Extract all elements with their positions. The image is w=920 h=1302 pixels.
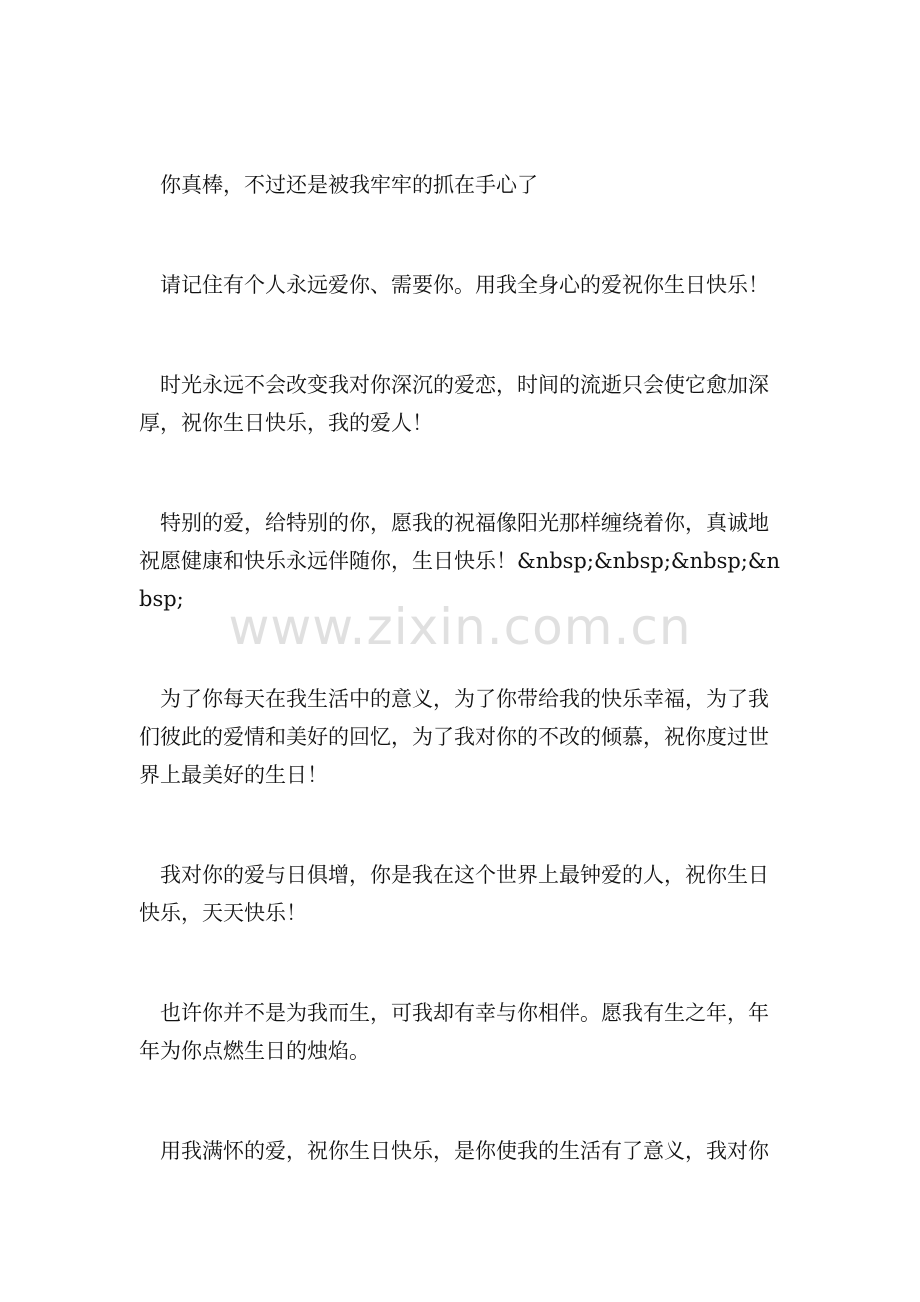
paragraph-3: 时光永远不会改变我对你深沉的爱恋，时间的流逝只会使它愈加深厚，祝你生日快乐，我的爱人！ [139,373,769,435]
paragraph-2: 请记住有个人永远爱你、需要你。用我全身心的爱祝你生日快乐！ [160,273,769,297]
paragraph-7: 也许你并不是为我而生，可我却有幸与你相伴。愿我有生之年，年年为你点燃生日的烛焰。 [139,1001,769,1063]
document-body [139,166,783,1232]
paragraph-4: 特别的爱，给特别的你，愿我的祝福像阳光那样缠绕着你，真诚地祝愿健康和快乐永远伴随你，生日快乐！&nbsp;&nbsp;&nbsp;&nbsp; [139,511,781,611]
paragraph-5: 为了你每天在我生活中的意义，为了你带给我的快乐幸福，为了我们彼此的爱情和美好的回忆，为了我对你的不改的倾慕，祝你度过世界上最美好的生日！ [139,687,769,787]
paragraph-6: 我对你的爱与日俱增，你是我在这个世界上最钟爱的人，祝你生日快乐，天天快乐！ [139,863,769,925]
paragraph-8: 用我满怀的爱，祝你生日快乐，是你使我的生活有了意义，我对你 [160,1139,769,1163]
watermark-text: www.zixin.com.cn [228,598,692,656]
paragraph-1: 你真棒，不过还是被我牢牢的抓在手心了 [160,173,538,197]
